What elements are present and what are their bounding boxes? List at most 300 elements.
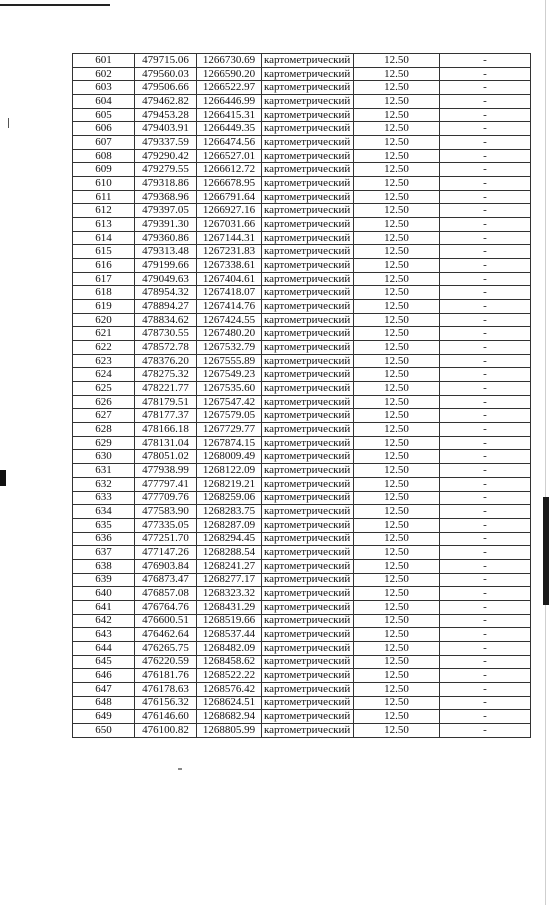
table-row: [73, 450, 531, 464]
point-number-cell: 628: [73, 423, 135, 437]
table-row: [73, 505, 531, 519]
table-row: [73, 573, 531, 587]
method-cell: картометрический: [262, 682, 354, 696]
point-number-cell: 632: [73, 477, 135, 491]
note-cell: -: [440, 464, 531, 478]
point-number-cell: 620: [73, 313, 135, 327]
method-cell: картометрический: [262, 245, 354, 259]
note-cell: -: [440, 327, 531, 341]
method-cell: картометрический: [262, 546, 354, 560]
scan-top-rule: [0, 4, 110, 6]
y-coordinate-cell: 1268241.27: [197, 559, 262, 573]
x-coordinate-cell: 478051.02: [135, 450, 197, 464]
point-number-cell: 634: [73, 505, 135, 519]
point-number-cell: 644: [73, 641, 135, 655]
precision-cell: 12.50: [354, 313, 440, 327]
table-row: [73, 136, 531, 150]
point-number-cell: 623: [73, 354, 135, 368]
x-coordinate-cell: 476903.84: [135, 559, 197, 573]
point-number-cell: 630: [73, 450, 135, 464]
table-row: [73, 464, 531, 478]
precision-cell: 12.50: [354, 532, 440, 546]
x-coordinate-cell: 478131.04: [135, 436, 197, 450]
point-number-cell: 611: [73, 190, 135, 204]
y-coordinate-cell: 1266612.72: [197, 163, 262, 177]
point-number-cell: 606: [73, 122, 135, 136]
method-cell: картометрический: [262, 300, 354, 314]
scan-right-mark: [543, 497, 549, 605]
note-cell: -: [440, 190, 531, 204]
x-coordinate-cell: 478275.32: [135, 368, 197, 382]
y-coordinate-cell: 1267144.31: [197, 231, 262, 245]
table-row: [73, 436, 531, 450]
y-coordinate-cell: 1267424.55: [197, 313, 262, 327]
note-cell: -: [440, 587, 531, 601]
note-cell: -: [440, 177, 531, 191]
table-row: [73, 477, 531, 491]
y-coordinate-cell: 1267418.07: [197, 286, 262, 300]
precision-cell: 12.50: [354, 327, 440, 341]
method-cell: картометрический: [262, 628, 354, 642]
table-row: [73, 272, 531, 286]
note-cell: -: [440, 600, 531, 614]
method-cell: картометрический: [262, 95, 354, 109]
precision-cell: 12.50: [354, 382, 440, 396]
method-cell: картометрический: [262, 600, 354, 614]
table-row: [73, 300, 531, 314]
x-coordinate-cell: 477147.26: [135, 546, 197, 560]
table-row: [73, 231, 531, 245]
precision-cell: 12.50: [354, 259, 440, 273]
y-coordinate-cell: 1267414.76: [197, 300, 262, 314]
method-cell: картометрический: [262, 614, 354, 628]
table-row: [73, 723, 531, 737]
y-coordinate-cell: 1267535.60: [197, 382, 262, 396]
precision-cell: 12.50: [354, 341, 440, 355]
note-cell: -: [440, 81, 531, 95]
note-cell: -: [440, 518, 531, 532]
precision-cell: 12.50: [354, 682, 440, 696]
precision-cell: 12.50: [354, 163, 440, 177]
note-cell: -: [440, 54, 531, 68]
method-cell: картометрический: [262, 450, 354, 464]
x-coordinate-cell: 478177.37: [135, 409, 197, 423]
method-cell: картометрический: [262, 136, 354, 150]
precision-cell: 12.50: [354, 300, 440, 314]
x-coordinate-cell: 476178.63: [135, 682, 197, 696]
note-cell: -: [440, 95, 531, 109]
y-coordinate-cell: 1268522.22: [197, 669, 262, 683]
precision-cell: 12.50: [354, 204, 440, 218]
point-number-cell: 617: [73, 272, 135, 286]
point-number-cell: 602: [73, 67, 135, 81]
y-coordinate-cell: 1267404.61: [197, 272, 262, 286]
x-coordinate-cell: 479715.06: [135, 54, 197, 68]
table-row: [73, 696, 531, 710]
point-number-cell: 635: [73, 518, 135, 532]
precision-cell: 12.50: [354, 628, 440, 642]
table-row: [73, 286, 531, 300]
note-cell: -: [440, 382, 531, 396]
coordinates-table: [72, 53, 531, 738]
y-coordinate-cell: 1266730.69: [197, 54, 262, 68]
point-number-cell: 646: [73, 669, 135, 683]
scan-speck: [178, 768, 182, 770]
table-row: [73, 67, 531, 81]
table-row: [73, 204, 531, 218]
x-coordinate-cell: 479199.66: [135, 259, 197, 273]
precision-cell: 12.50: [354, 368, 440, 382]
precision-cell: 12.50: [354, 587, 440, 601]
x-coordinate-cell: 479462.82: [135, 95, 197, 109]
table-row: [73, 382, 531, 396]
precision-cell: 12.50: [354, 190, 440, 204]
note-cell: -: [440, 655, 531, 669]
method-cell: картометрический: [262, 177, 354, 191]
y-coordinate-cell: 1268122.09: [197, 464, 262, 478]
table-row: [73, 669, 531, 683]
y-coordinate-cell: 1267547.42: [197, 395, 262, 409]
method-cell: картометрический: [262, 327, 354, 341]
precision-cell: 12.50: [354, 696, 440, 710]
note-cell: -: [440, 163, 531, 177]
table-row: [73, 614, 531, 628]
note-cell: -: [440, 67, 531, 81]
point-number-cell: 645: [73, 655, 135, 669]
y-coordinate-cell: 1267874.15: [197, 436, 262, 450]
point-number-cell: 603: [73, 81, 135, 95]
note-cell: -: [440, 546, 531, 560]
y-coordinate-cell: 1267549.23: [197, 368, 262, 382]
point-number-cell: 636: [73, 532, 135, 546]
x-coordinate-cell: 476462.64: [135, 628, 197, 642]
note-cell: -: [440, 136, 531, 150]
method-cell: картометрический: [262, 204, 354, 218]
note-cell: -: [440, 505, 531, 519]
point-number-cell: 631: [73, 464, 135, 478]
precision-cell: 12.50: [354, 409, 440, 423]
point-number-cell: 650: [73, 723, 135, 737]
table-row: [73, 122, 531, 136]
precision-cell: 12.50: [354, 108, 440, 122]
point-number-cell: 639: [73, 573, 135, 587]
y-coordinate-cell: 1268458.62: [197, 655, 262, 669]
note-cell: -: [440, 682, 531, 696]
precision-cell: 12.50: [354, 122, 440, 136]
point-number-cell: 607: [73, 136, 135, 150]
note-cell: -: [440, 286, 531, 300]
x-coordinate-cell: 476764.76: [135, 600, 197, 614]
precision-cell: 12.50: [354, 559, 440, 573]
x-coordinate-cell: 479391.30: [135, 218, 197, 232]
y-coordinate-cell: 1268259.06: [197, 491, 262, 505]
table-row: [73, 655, 531, 669]
table-row: [73, 354, 531, 368]
note-cell: -: [440, 300, 531, 314]
method-cell: картометрический: [262, 231, 354, 245]
note-cell: -: [440, 354, 531, 368]
x-coordinate-cell: 476156.32: [135, 696, 197, 710]
point-number-cell: 621: [73, 327, 135, 341]
x-coordinate-cell: 477335.05: [135, 518, 197, 532]
table-row: [73, 218, 531, 232]
x-coordinate-cell: 479279.55: [135, 163, 197, 177]
note-cell: -: [440, 559, 531, 573]
x-coordinate-cell: 476873.47: [135, 573, 197, 587]
note-cell: -: [440, 313, 531, 327]
x-coordinate-cell: 479049.63: [135, 272, 197, 286]
table-row: [73, 163, 531, 177]
precision-cell: 12.50: [354, 710, 440, 724]
method-cell: картометрический: [262, 641, 354, 655]
point-number-cell: 640: [73, 587, 135, 601]
y-coordinate-cell: 1267231.83: [197, 245, 262, 259]
note-cell: -: [440, 272, 531, 286]
precision-cell: 12.50: [354, 423, 440, 437]
table-row: [73, 491, 531, 505]
y-coordinate-cell: 1267480.20: [197, 327, 262, 341]
method-cell: картометрический: [262, 313, 354, 327]
precision-cell: 12.50: [354, 573, 440, 587]
method-cell: картометрический: [262, 286, 354, 300]
table-row: [73, 546, 531, 560]
table-row: [73, 423, 531, 437]
y-coordinate-cell: 1268576.42: [197, 682, 262, 696]
precision-cell: 12.50: [354, 231, 440, 245]
note-cell: -: [440, 204, 531, 218]
method-cell: картометрический: [262, 573, 354, 587]
y-coordinate-cell: 1266927.16: [197, 204, 262, 218]
x-coordinate-cell: 479337.59: [135, 136, 197, 150]
x-coordinate-cell: 477709.76: [135, 491, 197, 505]
note-cell: -: [440, 409, 531, 423]
y-coordinate-cell: 1266590.20: [197, 67, 262, 81]
point-number-cell: 625: [73, 382, 135, 396]
method-cell: картометрический: [262, 464, 354, 478]
note-cell: -: [440, 628, 531, 642]
table-row: [73, 682, 531, 696]
x-coordinate-cell: 476146.60: [135, 710, 197, 724]
table-row: [73, 395, 531, 409]
x-coordinate-cell: 478179.51: [135, 395, 197, 409]
x-coordinate-cell: 476181.76: [135, 669, 197, 683]
point-number-cell: 629: [73, 436, 135, 450]
precision-cell: 12.50: [354, 450, 440, 464]
method-cell: картометрический: [262, 190, 354, 204]
precision-cell: 12.50: [354, 54, 440, 68]
table-row: [73, 313, 531, 327]
y-coordinate-cell: 1268294.45: [197, 532, 262, 546]
point-number-cell: 627: [73, 409, 135, 423]
precision-cell: 12.50: [354, 81, 440, 95]
y-coordinate-cell: 1268805.99: [197, 723, 262, 737]
method-cell: картометрический: [262, 259, 354, 273]
x-coordinate-cell: 479453.28: [135, 108, 197, 122]
x-coordinate-cell: 479560.03: [135, 67, 197, 81]
note-cell: -: [440, 450, 531, 464]
x-coordinate-cell: 478221.77: [135, 382, 197, 396]
y-coordinate-cell: 1266446.99: [197, 95, 262, 109]
coordinates-table-body: [73, 54, 531, 738]
method-cell: картометрический: [262, 341, 354, 355]
method-cell: картометрический: [262, 518, 354, 532]
precision-cell: 12.50: [354, 218, 440, 232]
precision-cell: 12.50: [354, 395, 440, 409]
table-row: [73, 587, 531, 601]
point-number-cell: 638: [73, 559, 135, 573]
precision-cell: 12.50: [354, 655, 440, 669]
x-coordinate-cell: 476220.59: [135, 655, 197, 669]
y-coordinate-cell: 1266449.35: [197, 122, 262, 136]
y-coordinate-cell: 1268009.49: [197, 450, 262, 464]
point-number-cell: 619: [73, 300, 135, 314]
y-coordinate-cell: 1268287.09: [197, 518, 262, 532]
method-cell: картометрический: [262, 54, 354, 68]
table-row: [73, 95, 531, 109]
precision-cell: 12.50: [354, 272, 440, 286]
method-cell: картометрический: [262, 669, 354, 683]
x-coordinate-cell: 476265.75: [135, 641, 197, 655]
y-coordinate-cell: 1268537.44: [197, 628, 262, 642]
method-cell: картометрический: [262, 505, 354, 519]
x-coordinate-cell: 479290.42: [135, 149, 197, 163]
table-row: [73, 341, 531, 355]
method-cell: картометрический: [262, 395, 354, 409]
method-cell: картометрический: [262, 108, 354, 122]
point-number-cell: 604: [73, 95, 135, 109]
precision-cell: 12.50: [354, 136, 440, 150]
method-cell: картометрический: [262, 409, 354, 423]
x-coordinate-cell: 476100.82: [135, 723, 197, 737]
precision-cell: 12.50: [354, 286, 440, 300]
point-number-cell: 641: [73, 600, 135, 614]
point-number-cell: 642: [73, 614, 135, 628]
precision-cell: 12.50: [354, 354, 440, 368]
note-cell: -: [440, 491, 531, 505]
precision-cell: 12.50: [354, 546, 440, 560]
table-row: [73, 245, 531, 259]
method-cell: картометрический: [262, 163, 354, 177]
precision-cell: 12.50: [354, 177, 440, 191]
note-cell: -: [440, 395, 531, 409]
scan-right-edge: [545, 0, 546, 905]
scan-left-tick: [8, 118, 9, 128]
table-row: [73, 149, 531, 163]
note-cell: -: [440, 108, 531, 122]
x-coordinate-cell: 478166.18: [135, 423, 197, 437]
method-cell: картометрический: [262, 477, 354, 491]
method-cell: картометрический: [262, 122, 354, 136]
point-number-cell: 637: [73, 546, 135, 560]
point-number-cell: 626: [73, 395, 135, 409]
table-row: [73, 518, 531, 532]
table-row: [73, 259, 531, 273]
method-cell: картометрический: [262, 655, 354, 669]
y-coordinate-cell: 1268288.54: [197, 546, 262, 560]
point-number-cell: 648: [73, 696, 135, 710]
method-cell: картометрический: [262, 710, 354, 724]
y-coordinate-cell: 1268519.66: [197, 614, 262, 628]
method-cell: картометрический: [262, 382, 354, 396]
point-number-cell: 643: [73, 628, 135, 642]
precision-cell: 12.50: [354, 641, 440, 655]
note-cell: -: [440, 259, 531, 273]
x-coordinate-cell: 478730.55: [135, 327, 197, 341]
note-cell: -: [440, 573, 531, 587]
y-coordinate-cell: 1268431.29: [197, 600, 262, 614]
table-row: [73, 368, 531, 382]
precision-cell: 12.50: [354, 245, 440, 259]
precision-cell: 12.50: [354, 491, 440, 505]
method-cell: картометрический: [262, 587, 354, 601]
method-cell: картометрический: [262, 272, 354, 286]
note-cell: -: [440, 218, 531, 232]
precision-cell: 12.50: [354, 600, 440, 614]
x-coordinate-cell: 478954.32: [135, 286, 197, 300]
x-coordinate-cell: 478376.20: [135, 354, 197, 368]
point-number-cell: 609: [73, 163, 135, 177]
table-row: [73, 559, 531, 573]
y-coordinate-cell: 1268283.75: [197, 505, 262, 519]
table-row: [73, 409, 531, 423]
y-coordinate-cell: 1267579.05: [197, 409, 262, 423]
y-coordinate-cell: 1267338.61: [197, 259, 262, 273]
precision-cell: 12.50: [354, 149, 440, 163]
y-coordinate-cell: 1268482.09: [197, 641, 262, 655]
point-number-cell: 610: [73, 177, 135, 191]
note-cell: -: [440, 532, 531, 546]
note-cell: -: [440, 669, 531, 683]
table-row: [73, 81, 531, 95]
method-cell: картометрический: [262, 218, 354, 232]
method-cell: картометрический: [262, 532, 354, 546]
note-cell: -: [440, 368, 531, 382]
precision-cell: 12.50: [354, 723, 440, 737]
y-coordinate-cell: 1268277.17: [197, 573, 262, 587]
point-number-cell: 614: [73, 231, 135, 245]
method-cell: картометрический: [262, 559, 354, 573]
method-cell: картометрический: [262, 67, 354, 81]
note-cell: -: [440, 341, 531, 355]
x-coordinate-cell: 479368.96: [135, 190, 197, 204]
point-number-cell: 613: [73, 218, 135, 232]
table-row: [73, 327, 531, 341]
table-row: [73, 641, 531, 655]
point-number-cell: 601: [73, 54, 135, 68]
point-number-cell: 647: [73, 682, 135, 696]
point-number-cell: 618: [73, 286, 135, 300]
x-coordinate-cell: 478894.27: [135, 300, 197, 314]
table-row: [73, 190, 531, 204]
precision-cell: 12.50: [354, 67, 440, 81]
scan-left-mark: [0, 470, 6, 486]
precision-cell: 12.50: [354, 518, 440, 532]
table-row: [73, 710, 531, 724]
x-coordinate-cell: 478834.62: [135, 313, 197, 327]
precision-cell: 12.50: [354, 505, 440, 519]
y-coordinate-cell: 1266678.95: [197, 177, 262, 191]
y-coordinate-cell: 1267031.66: [197, 218, 262, 232]
point-number-cell: 633: [73, 491, 135, 505]
table-row: [73, 108, 531, 122]
y-coordinate-cell: 1266522.97: [197, 81, 262, 95]
precision-cell: 12.50: [354, 436, 440, 450]
y-coordinate-cell: 1268323.32: [197, 587, 262, 601]
note-cell: -: [440, 231, 531, 245]
precision-cell: 12.50: [354, 669, 440, 683]
note-cell: -: [440, 423, 531, 437]
x-coordinate-cell: 478572.78: [135, 341, 197, 355]
